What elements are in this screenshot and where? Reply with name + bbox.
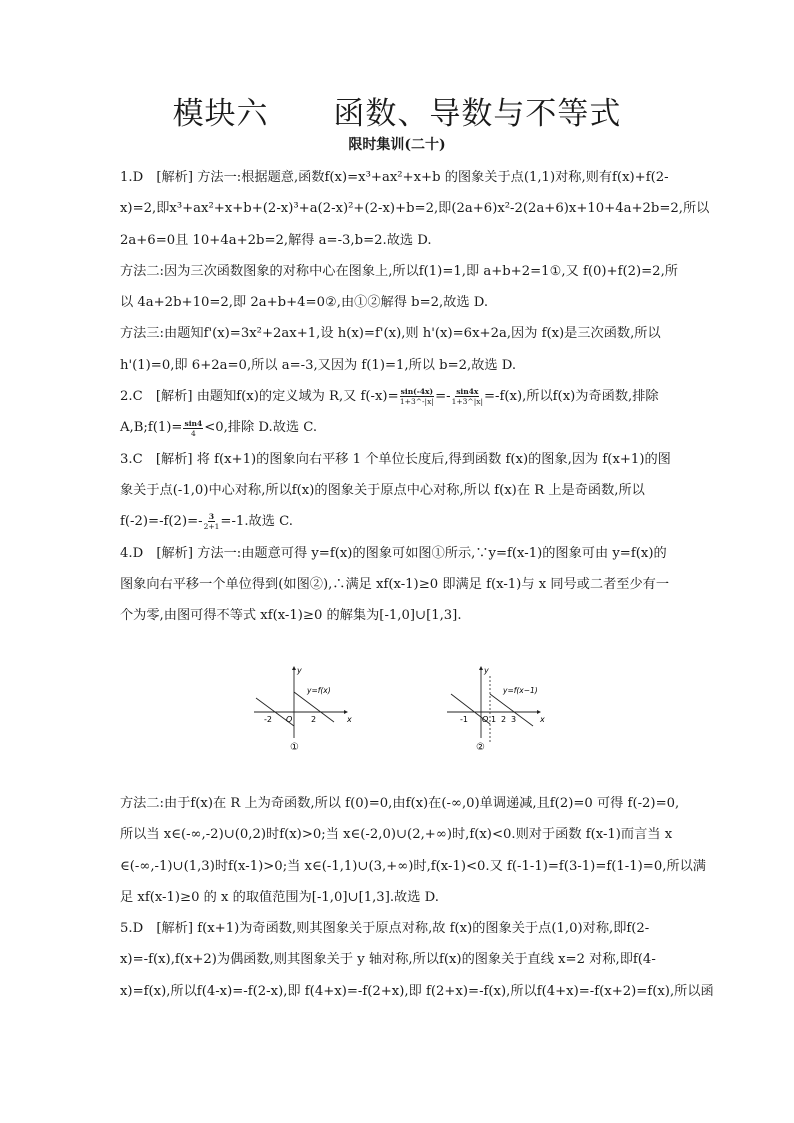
text-line: 象关于点(-1,0)中心对称,所以f(x)的图象关于原点中心对称,所以 f(x)在 R 上是奇函数,所以 (120, 482, 645, 498)
y-axis-label: y (297, 666, 302, 675)
tick-label: -2 (264, 715, 272, 724)
text-line: x)=-f(x),f(x+2)为偶函数,则其图象关于 y 轴对称,所以f(x)的图象关于直线 x=2 对称,即f(4- (120, 952, 656, 968)
tick-label: 2 (501, 715, 507, 724)
fraction-numerator: sin(-4x) (400, 387, 434, 397)
text-line: 方法二:由于f(x)在 R 上为奇函数,所以 f(0)=0,由f(x)在(-∞,0)单调递减,且f(2)=0 可得 f(-2)=0, (120, 796, 680, 811)
fraction (400, 387, 434, 406)
tick-label: 1 (491, 715, 497, 724)
curve-label: y=f(x−1) (503, 686, 538, 695)
text-line: x)=2,即x³+ax²+x+b+(2-x)³+a(2-x)²+(2-x)+b=2,即(2a+6)x²-2(2a+6)x+10+4a+2b=2,所以 (120, 201, 710, 217)
fraction (183, 419, 203, 438)
text-line: 3.C [解析] 将 f(x+1)的图象向右平移 1 个单位长度后,得到函数 f(x)的图象,因为 f(x+1)的图 (120, 451, 671, 467)
x-axis-label: x (540, 715, 545, 724)
x-axis-label: x (347, 715, 352, 724)
figure-2 (443, 664, 553, 758)
q2-text: <0,排除 D.故选 C. (204, 420, 318, 436)
q2-text: =-f(x),所以f(x)为奇函数,排除 (484, 389, 659, 405)
text-line: 图象向右平移一个单位得到(如图②),∴满足 xf(x-1)≥0 即满足 f(x-1)与 x 同号或二者至少有一 (120, 576, 670, 592)
figure-1 (250, 664, 360, 758)
fraction-denominator: 1+3^-|x| (399, 397, 434, 407)
text-line: 足 xf(x-1)≥0 的 x 的取值范围为[-1,0]∪[1,3].故选 D. (120, 889, 439, 905)
page-subtitle: 限时集训(二十) (348, 137, 446, 153)
text-line: h'(1)=0,即 6+2a=0,所以 a=-3,又因为 f(1)=1,所以 b=2,故选 D. (120, 357, 517, 373)
text-line: 方法二:因为三次函数图象的对称中心在图象上,所以f(1)=1,即 a+b+2=1①,又 f(0)+f(2)=2,所 (120, 263, 678, 279)
text-line: 所以当 x∈(-∞,-2)∪(0,2)时f(x)>0;当 x∈(-2,0)∪(2,+∞)时,f(x)<0.则对于函数 f(x-1)而言当 x (120, 827, 673, 843)
text-line: 以 4a+2b+10=2,即 2a+b+4=0②,由①②解得 b=2,故选 D. (120, 295, 489, 311)
tick-label: 2 (311, 715, 317, 724)
fraction (452, 387, 483, 406)
figure-label: ① (290, 742, 299, 753)
q3-line-3 (120, 506, 680, 537)
q3-text: =-1.故选 C. (220, 514, 293, 530)
q2-line-1 (120, 381, 680, 412)
text-line: x)=f(x),所以f(4-x)=-f(2-x),即 f(4+x)=-f(2+x),即 f(2+x)=-f(x),所以f(4+x)=-f(x+2)=f(x),所以函 (120, 983, 714, 999)
text-line: 个为零,由图可得不等式 xf(x-1)≥0 的解集为[-1,0]∪[1,3]. (120, 608, 462, 624)
q2-text: 2.C [解析] 由题知f(x)的定义域为 R,又 f(-x)= (120, 389, 399, 405)
y-axis-label: y (484, 666, 489, 675)
text-line: 4.D [解析] 方法一:由题意可得 y=f(x)的图象可如图①所示,∵y=f(x-1)的图象可由 y=f(x)的 (120, 545, 667, 561)
tick-label: 3 (511, 715, 517, 724)
q2-text: =- (435, 389, 451, 405)
y-axis-arrow (479, 666, 483, 670)
text-line: ∈(-∞,-1)∪(1,3)时f(x-1)>0;当 x∈(-1,1)∪(3,+∞)时,f(x-1)<0.又 f(-1-1)=f(3-1)=f(1-1)=0,所以满 (120, 858, 706, 874)
fraction-numerator: 3 (208, 512, 215, 522)
solutions-body (120, 162, 710, 631)
figure-label: ② (476, 742, 485, 753)
fraction-denominator: 4 (190, 428, 196, 438)
tick-label: -1 (460, 715, 468, 724)
q3-text: f(-2)=-f(2)=- (120, 514, 203, 530)
fraction (204, 512, 220, 531)
text-line: 2a+6=0且 10+4a+2b=2,解得 a=-3,b=2.故选 D. (120, 232, 432, 248)
y-axis-arrow (292, 666, 296, 670)
x-axis-arrow (344, 710, 348, 714)
fraction-numerator: sin4 (184, 418, 203, 428)
x-axis-arrow (537, 710, 541, 714)
origin-label: O (286, 715, 293, 724)
figures-row (0, 664, 794, 756)
text-line: 方法三:由题知f'(x)=3x²+2ax+1,设 h(x)=f'(x),则 h'(x)=6x+2a,因为 f(x)是三次函数,所以 (120, 326, 661, 342)
fraction-numerator: sin4x (456, 387, 479, 397)
fraction-denominator: 2+1 (203, 522, 220, 532)
text-line: 1.D [解析] 方法一:根据题意,函数f(x)=x³+ax²+x+b 的图象关于点(1,1)对称,则有f(x)+f(2- (120, 170, 669, 185)
graph-1 (250, 664, 360, 754)
origin-label: O (482, 715, 489, 724)
q2-text: A,B;f(1)= (120, 420, 183, 436)
fraction-denominator: 1+3^|x| (451, 397, 483, 407)
graph-2 (443, 664, 553, 754)
q2-line-2 (120, 412, 680, 443)
text-line: 5.D [解析] f(x+1)为奇函数,则其图象关于原点对称,故 f(x)的图象关于点(1,0)对称,即f(2- (120, 921, 650, 937)
curve-label: y=f(x) (307, 686, 331, 695)
solutions-body-continued (120, 788, 714, 1007)
page-title: 模块六 函数、导数与不等式 (172, 96, 622, 132)
